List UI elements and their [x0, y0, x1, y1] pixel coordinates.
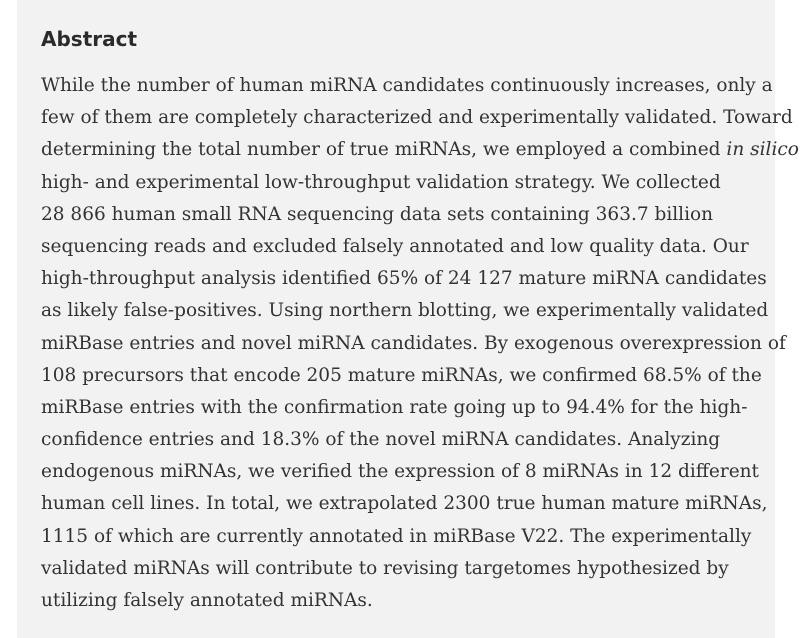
abstract-line: high-throughput analysis identified 65% of 24 127 mature miRNA candidates	[41, 268, 767, 290]
abstract-line: few of them are completely characterized and experimentally validated. Toward	[41, 107, 793, 129]
abstract-line: While the number of human miRNA candidates continuously increases, only a	[41, 75, 773, 96]
abstract-line	[41, 134, 801, 166]
abstract-line: endogenous miRNAs, we verified the expression of 8 miRNAs in 12 different	[41, 461, 759, 483]
abstract-line: 1115 of which are currently annotated in miRBase V22. The experimentally	[41, 525, 752, 547]
abstract-line: confidence entries and 18.3% of the novel miRNA candidates. Analyzing	[41, 429, 721, 451]
abstract-line: as likely false-positives. Using northern blotting, we experimentally validated	[41, 300, 769, 322]
abstract-line: miRBase entries with the confirmation rate going up to 94.4% for the high-	[41, 396, 748, 418]
abstract-line: utilizing falsely annotated miRNAs.	[41, 590, 373, 611]
abstract-line: 108 precursors that encode 205 mature miRNAs, we confirmed 68.5% of the	[41, 364, 762, 386]
abstract-line: human cell lines. In total, we extrapolated 2300 true human mature miRNAs,	[41, 493, 768, 515]
abstract-heading: Abstract	[41, 27, 138, 51]
abstract-line: validated miRNAs will contribute to revising targetomes hypothesized by	[41, 557, 729, 579]
abstract-line: high- and experimental low-throughput validation strategy. We collected	[41, 171, 721, 193]
abstract-body	[41, 70, 801, 617]
abstract-line: miRBase entries and novel miRNA candidates. By exogenous overexpression of	[41, 332, 786, 354]
abstract-panel	[17, 0, 799, 638]
abstract-line: 28 866 human small RNA sequencing data sets containing 363.7 billion	[41, 203, 714, 225]
in-silico-italic: in silico	[726, 139, 799, 161]
abstract-line-text: determining the total number of true miRNAs, we employed a combined	[41, 139, 727, 161]
abstract-line: sequencing reads and excluded falsely annotated and low quality data. Our	[41, 235, 749, 257]
